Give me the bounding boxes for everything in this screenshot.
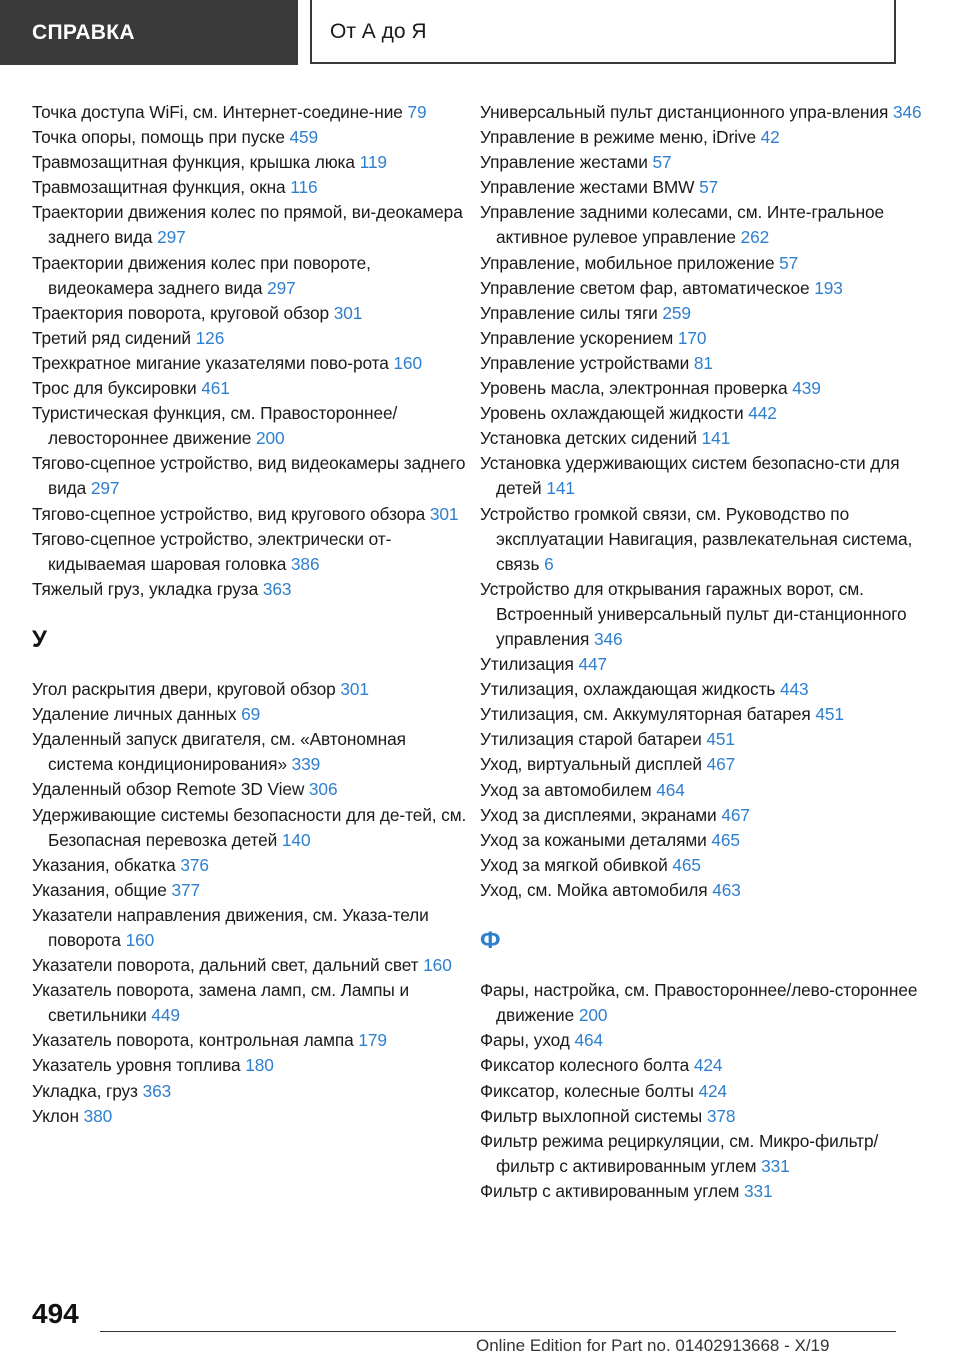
index-entry (480, 1179, 930, 1204)
index-entry-text: Управление задними колесами, см. Инте-гральное активное рулевое управление (480, 202, 885, 248)
index-entry (480, 978, 930, 1028)
index-entry-text: Утилизация, см. Аккумуляторная батарея (480, 704, 811, 725)
page-link[interactable]: 141 (546, 478, 575, 499)
index-entry (32, 401, 472, 451)
index-entry-text: Утилизация (480, 654, 574, 675)
index-entry (480, 828, 930, 853)
index-entry-text: Угол раскрытия двери, круговой обзор (32, 679, 336, 700)
page-link[interactable]: 170 (677, 327, 707, 348)
index-entry (32, 301, 472, 326)
index-entry-text: Траектория поворота, круговой обзор (32, 302, 330, 323)
index-entry-text: Уровень масла, электронная проверка (480, 378, 788, 399)
index-entry (32, 1028, 472, 1053)
index-entry (480, 702, 930, 727)
index-column-left (32, 100, 472, 1129)
index-entry (32, 677, 472, 702)
index-entry (480, 351, 930, 376)
index-entry-text: Уход, виртуальный дисплей (480, 754, 702, 775)
index-entry-text: Удерживающие системы безопасности для де-тей, см. Безопасная перевозка детей (32, 804, 467, 850)
index-entry-text: Уход за мягкой обивкой (480, 854, 668, 875)
index-entry (480, 100, 930, 125)
index-entry-text: Фильтр с активированным углем (480, 1180, 740, 1201)
index-entry-text: Тягово-сцепное устройство, вид видеокамеры заднего вида (32, 453, 466, 499)
page-link[interactable]: 160 (125, 930, 155, 950)
index-entry-text: Установка детских сидений (480, 428, 697, 449)
index-entry (480, 752, 930, 777)
index-entry-text: Уход за автомобилем (480, 779, 652, 800)
index-entry (32, 502, 472, 527)
page-link[interactable]: 346 (893, 102, 922, 122)
page-link[interactable]: 363 (142, 1080, 172, 1101)
index-entry (480, 803, 930, 828)
index-entry-text: Тягово-сцепное устройство, электрически от-кидываемая шаровая головка (32, 528, 392, 574)
page-link[interactable]: 297 (267, 277, 296, 298)
index-entry-text: Укладка, груз (32, 1080, 138, 1101)
index-entry (480, 251, 930, 276)
index-entry (32, 777, 472, 802)
index-entry (480, 175, 930, 200)
page-link[interactable]: 443 (780, 679, 809, 700)
index-entry (32, 251, 472, 301)
page-link[interactable]: 6 (544, 553, 554, 574)
page-link[interactable]: 259 (662, 302, 691, 323)
page-link[interactable]: 200 (256, 428, 285, 449)
footer-edition: Online Edition for Part no. 01402913668 - X/19 (476, 1336, 830, 1355)
index-entry (32, 853, 472, 878)
index-entry-text: Указатель поворота, замена ламп, см. Лампы и светильники (32, 980, 410, 1026)
index-entry-text: Управление, мобильное приложение (480, 252, 775, 273)
index-entry-text: Трос для буксировки (32, 378, 197, 399)
index-entry-text: Траектории движения колес по прямой, ви-деокамера заднего вида (32, 202, 463, 248)
index-letter-heading: Ф (480, 927, 501, 954)
index-entry (480, 1028, 930, 1053)
page-link[interactable]: 331 (761, 1155, 790, 1176)
index-entry (480, 200, 930, 250)
index-entry-text: Уход за кожаными деталями (480, 829, 707, 850)
index-entry-text: Удаление личных данных (32, 704, 237, 725)
index-entry-text: Управление силы тяги (480, 302, 658, 323)
index-entry (32, 1079, 472, 1104)
index-entry (32, 150, 472, 175)
index-entry-text: Указатели направления движения, см. Указа-тели поворота (32, 904, 429, 950)
index-entry (32, 1053, 472, 1078)
index-entry (32, 727, 472, 777)
index-entry-text: Управление жестами (480, 152, 648, 173)
index-entry (32, 577, 472, 602)
index-entry (32, 903, 472, 953)
page-link[interactable]: 301 (340, 679, 369, 700)
index-entry-text: Уклон (32, 1105, 79, 1126)
page-link[interactable]: 346 (593, 628, 623, 649)
page-link[interactable]: 140 (281, 829, 311, 850)
page-link[interactable]: 306 (308, 779, 338, 800)
index-entry (480, 125, 930, 150)
index-entry-text: Тягово-сцепное устройство, вид кругового обзора (32, 503, 426, 524)
page-link[interactable]: 459 (289, 127, 319, 148)
index-entry (32, 803, 472, 853)
index-entry-text: Установка удерживающих систем безопасно-сти для детей (480, 453, 900, 499)
index-entry (32, 978, 472, 1028)
page-link[interactable]: 160 (393, 352, 422, 373)
index-entry-text: Точка доступа WiFi, см. Интернет-соедине-ние (32, 102, 403, 122)
index-entry (32, 878, 472, 903)
index-entry-text: Уровень охлаждающей жидкости (480, 403, 744, 424)
page-link[interactable]: 116 (290, 177, 318, 198)
index-entry-text: Травмозащитная функция, окна (32, 177, 286, 198)
index-entry-text: Фильтр режима рециркуляции, см. Микро-фильтр/фильтр с активированным углем (480, 1130, 879, 1176)
page-link[interactable]: 297 (157, 227, 186, 248)
page-link[interactable]: 442 (748, 403, 777, 424)
index-entry (480, 652, 930, 677)
index-entry (32, 702, 472, 727)
index-entry (32, 125, 472, 150)
page-link[interactable]: 449 (151, 1005, 180, 1026)
index-entry-text: Универсальный пульт дистанционного упра-вления (480, 102, 889, 122)
index-entry-text: Управление в режиме меню, iDrive (480, 127, 756, 148)
index-entry (480, 326, 930, 351)
page-link[interactable]: 57 (699, 177, 719, 198)
index-entry (480, 577, 930, 652)
index-entry (32, 451, 472, 501)
page-link[interactable]: 301 (333, 302, 363, 323)
index-entry-text: Устройство для открывания гаражных ворот, см. Встроенный универсальный пульт ди-станционного управления (480, 578, 907, 649)
index-entry (480, 778, 930, 803)
page-link[interactable]: 451 (706, 729, 735, 750)
index-entry (480, 150, 930, 175)
page-link[interactable]: 465 (711, 829, 740, 850)
index-entry-text: Утилизация, охлаждающая жидкость (480, 679, 776, 700)
index-entry-text: Фиксатор колесного болта (480, 1055, 690, 1076)
index-entry-text: Фиксатор, колесные болты (480, 1080, 694, 1101)
index-entry-text: Фары, уход (480, 1030, 570, 1051)
page-link[interactable]: 57 (779, 252, 799, 273)
page-link[interactable]: 193 (814, 277, 843, 298)
index-entry-text: Тяжелый груз, укладка груза (32, 578, 259, 599)
index-entry (32, 200, 472, 250)
index-entry-text: Точка опоры, помощь при пуске (32, 127, 285, 148)
page-link[interactable]: 126 (195, 327, 225, 348)
index-entry-text: Удаленный запуск двигателя, см. «Автономная система кондиционирования» (32, 729, 406, 775)
page-link[interactable]: 363 (262, 578, 292, 599)
index-entry (32, 100, 472, 125)
index-entry (32, 953, 472, 978)
index-letter-heading: У (32, 625, 47, 653)
page-link[interactable]: 451 (815, 704, 844, 725)
page-link[interactable]: 262 (740, 227, 770, 248)
page-link[interactable]: 439 (792, 378, 821, 399)
index-entry-text: Фары, настройка, см. Правостороннее/лево-стороннее движение (480, 980, 918, 1026)
footer-divider (100, 1331, 896, 1332)
page-link[interactable]: 79 (407, 102, 427, 122)
page-link[interactable]: 339 (291, 754, 321, 775)
index-entry-text: Трехкратное мигание указателями пово-рота (32, 352, 389, 373)
page-link[interactable]: 424 (698, 1080, 728, 1101)
page-link[interactable]: 180 (245, 1055, 274, 1076)
index-entry-text: Третий ряд сидений (32, 327, 191, 348)
index-entry-text: Управление ускорением (480, 327, 674, 348)
index-entry (480, 1079, 930, 1104)
page-link[interactable]: 464 (574, 1030, 604, 1051)
page-link[interactable]: 467 (721, 804, 750, 825)
index-entry-text: Уход, см. Мойка автомобиля (480, 879, 708, 900)
index-entry (480, 1129, 930, 1179)
page-link[interactable]: 200 (578, 1005, 608, 1026)
page-link[interactable]: 160 (423, 955, 452, 976)
index-entry-text: Утилизация старой батареи (480, 729, 702, 750)
index-entry (32, 351, 472, 376)
index-entry (480, 727, 930, 752)
index-entry-text: Управление устройствами (480, 352, 690, 373)
page-link[interactable]: 297 (90, 478, 120, 499)
index-entry-text: Туристическая функция, см. Правостороннее/левостороннее движение (32, 403, 398, 449)
page-link[interactable]: 179 (358, 1030, 387, 1051)
page-link[interactable]: 331 (744, 1180, 773, 1201)
page-link[interactable]: 301 (429, 503, 459, 524)
page-header (0, 0, 960, 66)
page-link[interactable]: 376 (180, 854, 209, 875)
index-entry-text: Указатель уровня топлива (32, 1055, 241, 1076)
index-entry (32, 1104, 472, 1129)
index-entry-text: Фильтр выхлопной системы (480, 1105, 703, 1126)
index-entry-text: Указатель поворота, контрольная лампа (32, 1030, 354, 1051)
index-entry-text: Управление жестами BMW (480, 177, 695, 198)
index-entry (480, 853, 930, 878)
index-entry (480, 677, 930, 702)
index-entry (32, 175, 472, 200)
page-link[interactable]: 467 (706, 754, 736, 775)
page-link[interactable]: 386 (290, 553, 320, 574)
page-link[interactable]: 378 (706, 1105, 736, 1126)
index-entry-text: Устройство громкой связи, см. Руководство по эксплуатации Навигация, развлекательная система, связь (480, 503, 913, 574)
index-entry-text: Траектории движения колес при повороте, видеокамера заднего вида (32, 252, 371, 298)
page-link[interactable]: 141 (701, 428, 731, 449)
index-entry (480, 451, 930, 501)
index-entry (480, 1053, 930, 1078)
page-link[interactable]: 447 (578, 654, 607, 675)
page-link[interactable]: 119 (359, 152, 387, 173)
index-entry (480, 426, 930, 451)
page-number: 494 (32, 1298, 79, 1329)
chapter-tab: От А до Я (310, 0, 896, 64)
index-entry-text: Указания, общие (32, 879, 167, 900)
section-tab: СПРАВКА (0, 0, 298, 65)
index-entry (480, 276, 930, 301)
page-link[interactable]: 461 (201, 378, 230, 399)
page-link[interactable]: 57 (652, 152, 672, 173)
index-entry (480, 376, 930, 401)
index-entry (32, 376, 472, 401)
index-entry-text: Травмозащитная функция, крышка люка (32, 152, 355, 173)
index-entry (32, 527, 472, 577)
page-link[interactable]: 464 (656, 779, 685, 800)
index-entry-text: Удаленный обзор Remote 3D View (32, 779, 305, 800)
index-entry (480, 401, 930, 426)
index-entry (480, 878, 930, 903)
page-link[interactable]: 380 (83, 1105, 113, 1126)
index-entry-text: Уход за дисплеями, экранами (480, 804, 717, 825)
index-entry (480, 502, 930, 577)
index-entry (480, 301, 930, 326)
page-link[interactable]: 463 (712, 879, 741, 900)
page-link[interactable]: 424 (693, 1055, 723, 1076)
index-entry-text: Указатели поворота, дальний свет, дальний свет (32, 955, 419, 976)
index-entry-text: Указания, обкатка (32, 854, 176, 875)
page-link[interactable]: 81 (693, 352, 713, 373)
index-entry (480, 1104, 930, 1129)
page-link[interactable]: 465 (672, 854, 701, 875)
index-column-right (480, 100, 930, 1204)
page-link[interactable]: 377 (171, 879, 200, 900)
page-link[interactable]: 69 (241, 704, 261, 725)
page-link[interactable]: 42 (760, 127, 780, 148)
index-entry-text: Управление светом фар, автоматическое (480, 277, 810, 298)
index-entry (32, 326, 472, 351)
